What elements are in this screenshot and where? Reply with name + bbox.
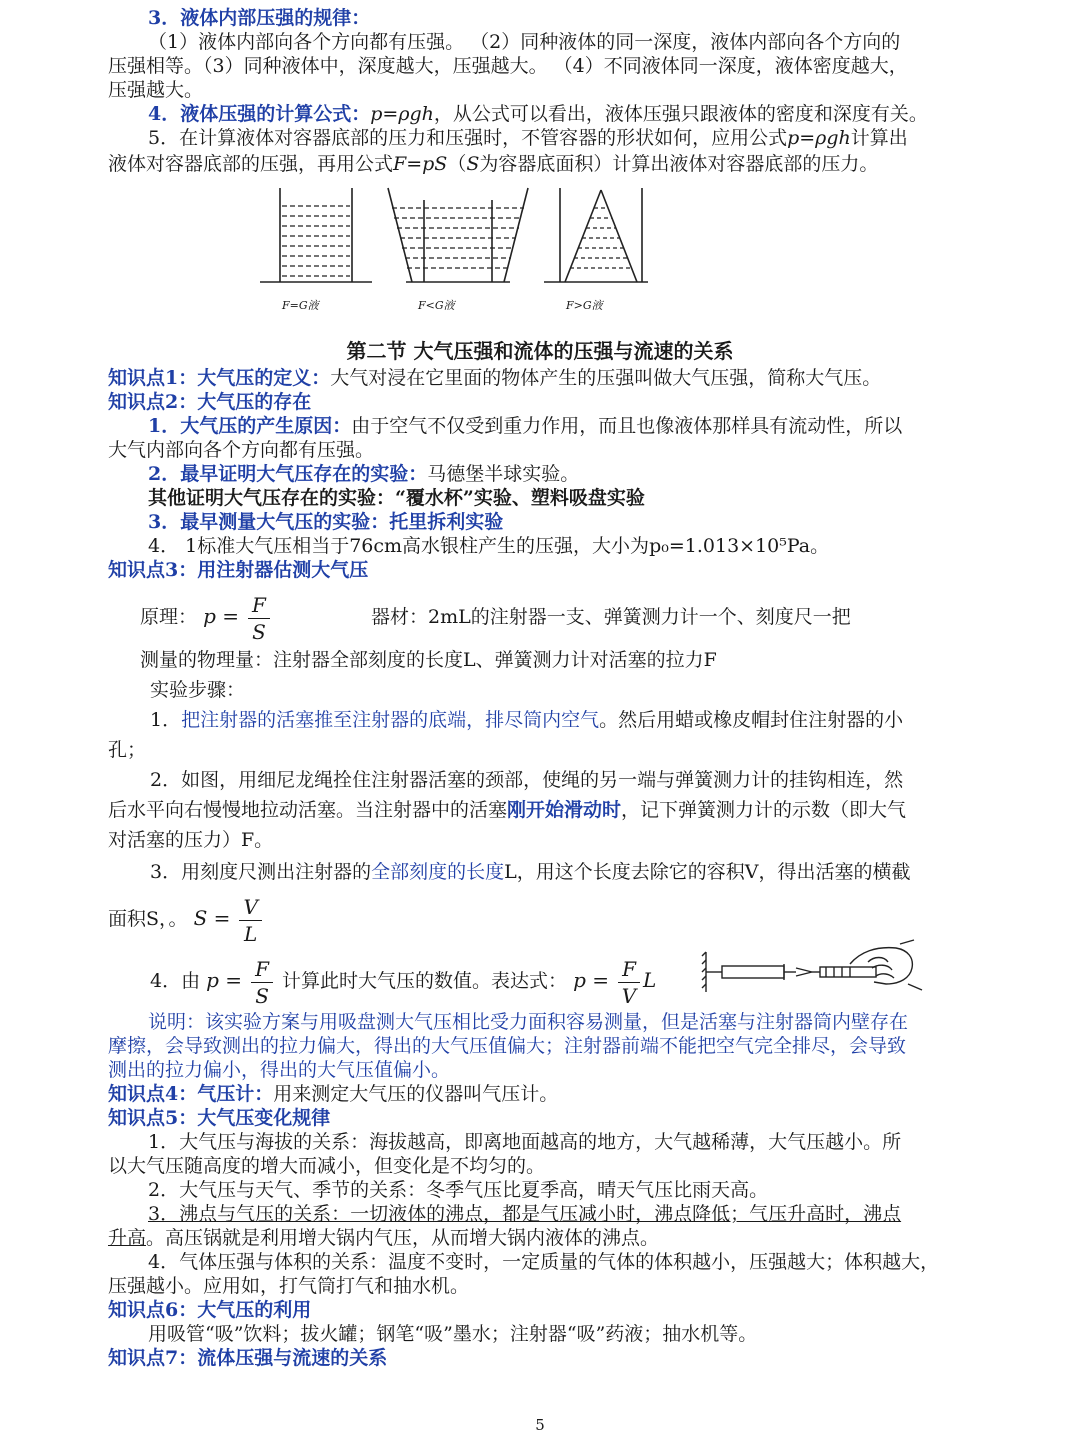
text-line: 3．沸点与气压的关系：一切液体的沸点，都是气压减小时，沸点降低；气压升高时，沸点 <box>148 1203 902 1225</box>
step-3: 3．用刻度尺测出注射器的全部刻度的长度L，用这个长度去除它的容积V，得出活塞的横截 <box>150 861 911 883</box>
text-line: （1）液体内部向各个方向都有压强。 （2）同种液体的同一深度，液体内部向各个方向的 <box>148 31 901 53</box>
text-line: 2．最早证明大气压存在的实验：马德堡半球实验。 <box>148 463 580 485</box>
caption-less: F<G液 <box>418 299 455 312</box>
container-wide-top-diagram <box>388 188 528 282</box>
fraction-f-over-s: $\frac{F}{S}$ <box>251 956 273 1009</box>
fraction-v-over-l: $\frac{V}{L}$ <box>239 894 261 947</box>
text-line: 对活塞的压力）F。 <box>108 829 274 851</box>
caption-equal: F=G液 <box>282 299 319 312</box>
text-line: 压强越大。 <box>108 79 204 101</box>
step-2: 2．如图，用细尼龙绳拴住注射器活塞的颈部，使绳的另一端与弹簧测力计的挂钩相连，然 <box>150 769 904 791</box>
formula-line: 4．液体压强的计算公式：p=ρgh，从公式可以看出，液体压强只跟液体的密度和深度有关。 <box>148 103 928 125</box>
knowledge-point-1: 知识点1：大气压的定义：大气对浸在它里面的物体产生的压强叫做大气压强，简称大气压。 <box>108 367 882 389</box>
container-diagrams <box>260 186 650 286</box>
text-line: 测量的物理量：注射器全部刻度的长度L、弹簧测力计对活塞的拉力F <box>140 649 717 671</box>
caption-greater: F>G液 <box>566 299 603 312</box>
note-line: 摩擦，会导致测出的拉力偏大，得出的大气压值偏大；注射器前端不能把空气完全排尽，会导致 <box>108 1035 907 1057</box>
knowledge-point-6-title: 知识点6：大气压的利用 <box>108 1299 312 1321</box>
text-line: 压强相等。（3）同种液体中，深度越大，压强越大。 （4）不同液体同一深度，液体密度越大， <box>108 55 908 77</box>
text-line: 其他证明大气压存在的实验：“覆水杯”实验、塑料吸盘实验 <box>148 487 645 509</box>
section-heading: 第二节 大气压强和流体的压强与流速的关系 <box>346 339 734 363</box>
knowledge-point-4: 知识点4：气压计：用来测定大气压的仪器叫气压计。 <box>108 1083 559 1105</box>
knowledge-point-3-title: 知识点3：用注射器估测大气压 <box>108 559 369 581</box>
note-line: 测出的拉力偏小，得出的大气压值偏小。 <box>108 1059 451 1081</box>
text-line: 1．大气压与海拔的关系：海拔越高，即离地面越高的地方，大气越稀薄，大气压越小。所 <box>148 1131 902 1153</box>
page-number: 5 <box>535 1416 545 1434</box>
knowledge-point-2-title: 知识点2：大气压的存在 <box>108 391 312 413</box>
text-line: 液体对容器底部的压强，再用公式F=pS（S为容器底面积）计算出液体对容器底部的压力。 <box>108 153 879 175</box>
text-line: 实验步骤： <box>150 679 246 701</box>
text-line: 4．气体压强与体积的关系：温度不变时，一定质量的气体的体积越小，压强越大；体积越大， <box>148 1251 940 1273</box>
section-rule-title: 3．液体内部压强的规律： <box>148 7 371 29</box>
knowledge-point-5-title: 知识点5：大气压变化规律 <box>108 1107 331 1129</box>
fraction-f-over-v: $\frac{F}{V}$ <box>618 956 640 1009</box>
text-line: 大气内部向各个方向都有压强。 <box>108 439 375 461</box>
container-straight-diagram <box>260 188 372 282</box>
syringe-hand-illustration <box>700 938 928 1000</box>
principle-line: 原理： p = $\frac{F}{S}$ 器材：2mL的注射器一支、弹簧测力计一个、刻度尺一把 <box>140 592 851 644</box>
text-line: 孔； <box>108 739 147 761</box>
text-line: 压强越小。应用如，打气筒打气和抽水机。 <box>108 1275 470 1297</box>
text-line: 升高。高压锅就是利用增大锅内气压，从而增大锅内液体的沸点。 <box>108 1227 660 1249</box>
area-formula-line: 面积S，。 S = $\frac{V}{L}$ <box>108 890 968 946</box>
text-line: 5．在计算液体对容器底部的压力和压强时，不管容器的形状如何，应用公式p=ρgh计算出 <box>148 127 908 149</box>
text-line: 用吸管“吸”饮料；拔火罐；钢笔“吸”墨水；注射器“吸”药液；抽水机等。 <box>148 1323 758 1345</box>
text-line: 4． 1标准大气压相当于76cm高水银柱产生的压强，大小为p₀=1.013×10⁵Pa。 <box>148 535 830 557</box>
text-line: 3．最早测量大气压的实验：托里拆利实验 <box>148 511 504 533</box>
note-line: 说明：该实验方案与用吸盘测大气压相比受力面积容易测量，但是活塞与注射器筒内壁存在 <box>148 1011 909 1033</box>
knowledge-point-7-title: 知识点7：流体压强与流速的关系 <box>108 1347 388 1369</box>
fraction-f-over-s: $\frac{F}{S}$ <box>248 592 270 645</box>
container-narrow-top-diagram <box>544 188 648 282</box>
step-4: 4．由 p = $\frac{F}{S}$ 计算此时大气压的数值。表达式： p = $\frac{F}{V}$ L <box>150 956 657 1008</box>
text-line: 后水平向右慢慢地拉动活塞。当注射器中的活塞刚开始滑动时，记下弹簧测力计的示数（即大气 <box>108 799 907 821</box>
text-line: 2．大气压与天气、季节的关系：冬季气压比夏季高，晴天气压比雨天高。 <box>148 1179 769 1201</box>
step-1: 1．把注射器的活塞推至注射器的底端，排尽筒内空气。然后用蜡或橡皮帽封住注射器的小 <box>150 709 904 731</box>
text-line: 以大气压随高度的增大而减小，但变化是不均匀的。 <box>108 1155 546 1177</box>
text-line: 1．大气压的产生原因：由于空气不仅受到重力作用，而且也像液体那样具有流动性，所以 <box>148 415 903 437</box>
